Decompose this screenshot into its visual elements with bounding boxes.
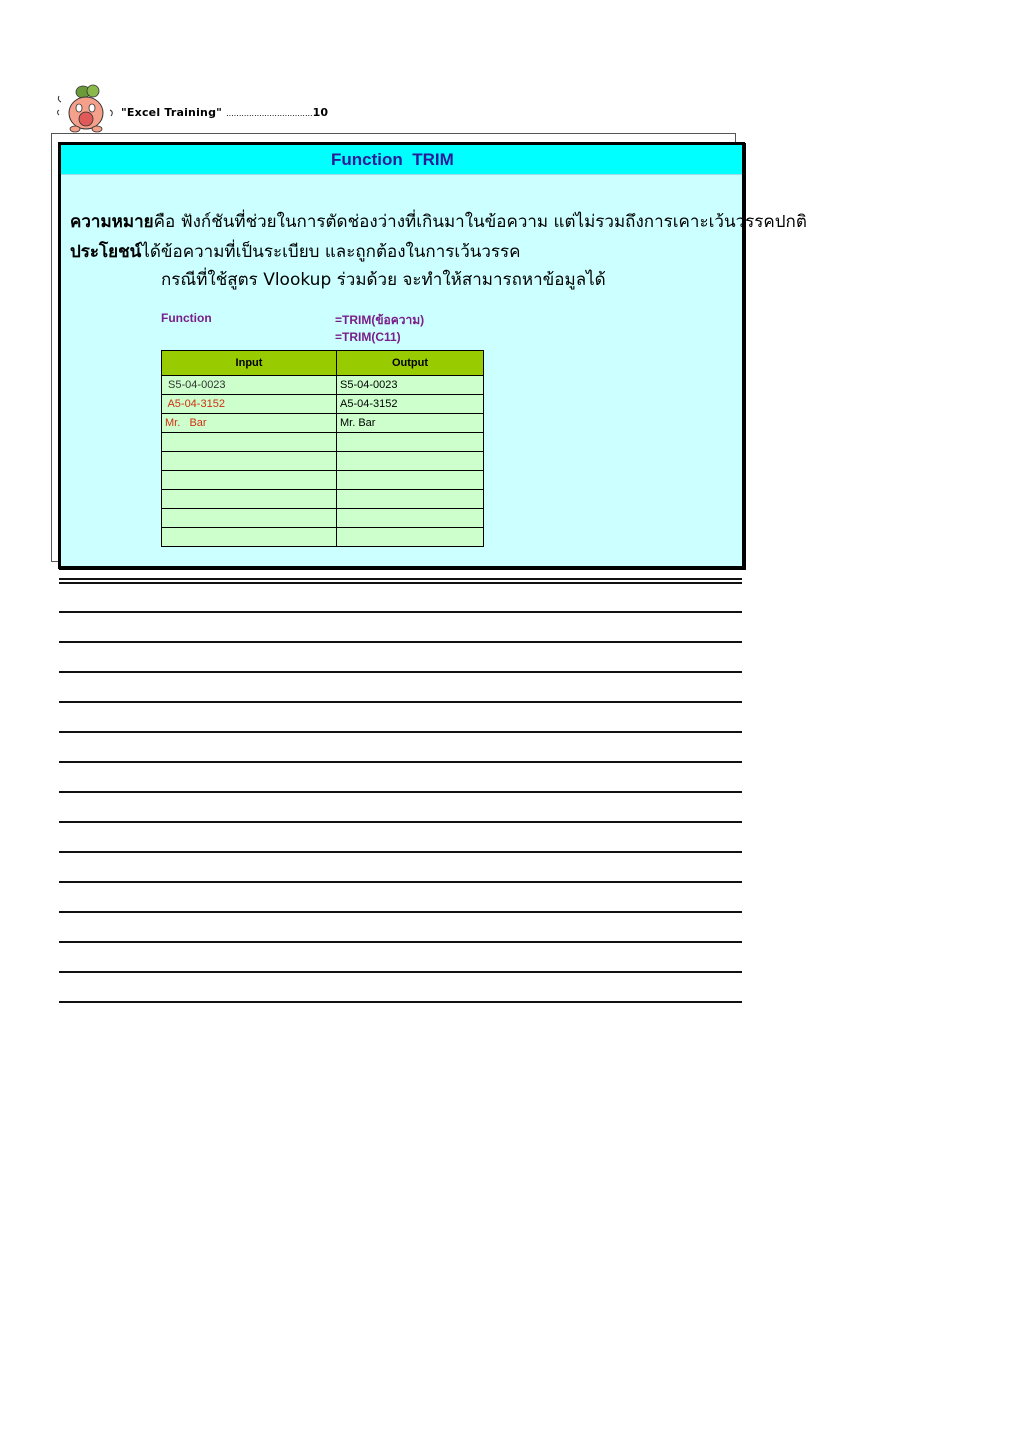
table-row [162,490,484,509]
table-row [162,414,484,433]
trim-example-table [161,350,484,547]
input-cell [162,395,337,414]
note-line [59,582,742,584]
header-title-text: "Excel Training" [121,106,223,119]
note-line [59,611,742,613]
note-line [59,911,742,913]
peach-mascot-icon [55,84,117,134]
input-cell [162,433,337,452]
table-row [162,433,484,452]
note-line [59,941,742,943]
note-line [59,578,742,580]
syntax-text: =TRIM(ข้อความ) [335,313,425,327]
page-number: 10 [312,106,329,119]
output-cell [337,395,484,414]
input-cell [162,490,337,509]
title-bar [61,145,742,175]
table-row [162,376,484,395]
output-cell [337,452,484,471]
function-panel [58,142,807,569]
output-cell [337,509,484,528]
table-row [162,395,484,414]
note-line [59,1001,742,1003]
output-cell [337,376,484,395]
output-value: A5-04-3152 [340,398,398,410]
benefit-line [70,238,521,265]
note-line [59,851,742,853]
panel-title: Function TRIM [331,150,454,169]
meaning-text: คือ ฟังก์ชันที่ช่วยในการตัดช่องว่างที่เกินมาในข้อความ แต่ไม่รวมถึงการเคาะเว้นวรรคปกติ [153,212,807,232]
note-line [59,641,742,643]
output-cell [337,433,484,452]
input-value: A5-04-3152 [165,398,225,410]
page-header [55,84,455,134]
benefit-text-2: กรณีที่ใช้สูตร Vlookup ร่วมด้วย จะทำให้สามารถหาข้อมูลได้ [161,270,606,290]
output-cell [337,528,484,547]
header-title [121,106,328,119]
example-formula: =TRIM(C11) [335,330,401,344]
table-row [162,452,484,471]
note-line [59,821,742,823]
output-cell [337,490,484,509]
input-value: S5-04-0023 [165,379,226,391]
input-cell [162,471,337,490]
benefit-label: ประโยชน์ [70,242,142,262]
input-cell [162,509,337,528]
meaning-line [70,208,807,235]
benefit-text: ได้ข้อความที่เป็นระเบียบ และถูกต้องในการเว้นวรรค [141,242,521,262]
note-line [59,791,742,793]
output-value: Mr. Bar [340,417,376,429]
header-output: Output [337,351,484,376]
note-line [59,701,742,703]
input-cell [162,452,337,471]
note-line [59,761,742,763]
input-cell [162,528,337,547]
table-header-row [162,351,484,376]
note-line [59,971,742,973]
note-line [59,731,742,733]
function-label: Function [161,311,212,325]
output-cell [337,414,484,433]
output-value: S5-04-0023 [340,379,398,391]
output-cell [337,471,484,490]
input-value: Mr. Bar [165,417,207,429]
meaning-label: ความหมาย [70,212,154,232]
note-line [59,671,742,673]
table-row [162,528,484,547]
input-cell [162,376,337,395]
header-dots: .................................. [226,109,313,118]
header-input: Input [162,351,337,376]
input-cell [162,414,337,433]
note-line [59,881,742,883]
table-row [162,509,484,528]
table-row [162,471,484,490]
